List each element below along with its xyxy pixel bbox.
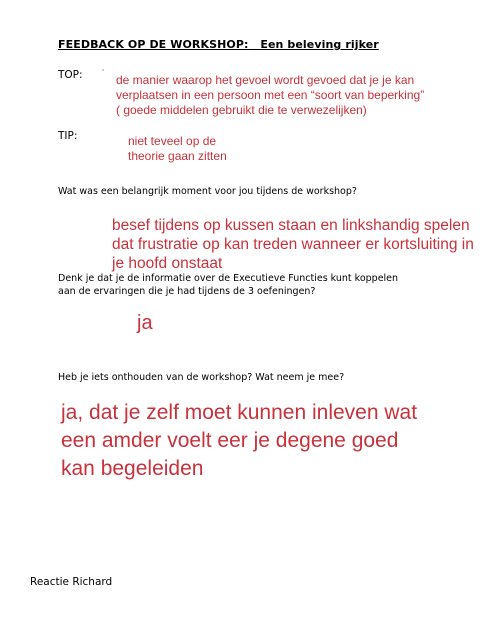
question-3: Heb je iets onthouden van de workshop? Wat neem je mee? bbox=[58, 372, 345, 383]
answer-1 bbox=[112, 216, 474, 273]
question-1: Wat was een belangrijk moment voor jou tijdens de workshop? bbox=[58, 186, 357, 197]
tip-label: TIP: bbox=[58, 130, 78, 142]
question-2-line-2: aan de ervaringen die je had tijdens de 3 oefeningen? bbox=[58, 286, 316, 297]
answer-3-line-1: ja, dat je zelf moet kunnen inleven wat bbox=[61, 401, 418, 424]
tip-answer-line-2: theorie gaan zitten bbox=[128, 149, 227, 163]
answer-1-line-1: besef tijdens op kussen staan en linkshandig spelen bbox=[112, 217, 470, 234]
scan-speck bbox=[102, 69, 104, 71]
answer-3-line-3: kan begeleiden bbox=[61, 457, 204, 480]
answer-3 bbox=[61, 399, 417, 483]
tip-answer bbox=[128, 134, 227, 164]
top-answer-line-2: verplaatsen in een persoon met een “soort van beperking” bbox=[116, 88, 425, 102]
image-caption: Reactie Richard bbox=[30, 576, 113, 588]
top-answer-line-3: ( goede middelen gebruikt die te verwezelijken) bbox=[116, 103, 367, 117]
answer-1-line-3: je hoofd onstaat bbox=[112, 255, 223, 272]
answer-1-line-2: dat frustratie op kan treden wanneer er kortsluiting in bbox=[112, 236, 474, 253]
form-title-sub: Een beleving rijker bbox=[260, 38, 379, 51]
top-label: TOP: bbox=[58, 69, 83, 81]
feedback-form-page bbox=[10, 6, 492, 566]
question-2 bbox=[58, 272, 398, 298]
answer-3-line-2: een amder voelt eer je degene goed bbox=[61, 429, 399, 452]
top-answer-line-1: de manier waarop het gevoel wordt gevoed dat je je kan bbox=[116, 73, 415, 87]
form-title-main: FEEDBACK OP DE WORKSHOP: bbox=[58, 38, 249, 51]
form-title bbox=[58, 38, 379, 51]
top-answer bbox=[116, 73, 424, 118]
answer-2: ja bbox=[137, 312, 153, 334]
question-2-line-1: Denk je dat je de informatie over de Executieve Functies kunt koppelen bbox=[58, 273, 399, 284]
tip-answer-line-1: niet teveel op de bbox=[128, 134, 217, 148]
